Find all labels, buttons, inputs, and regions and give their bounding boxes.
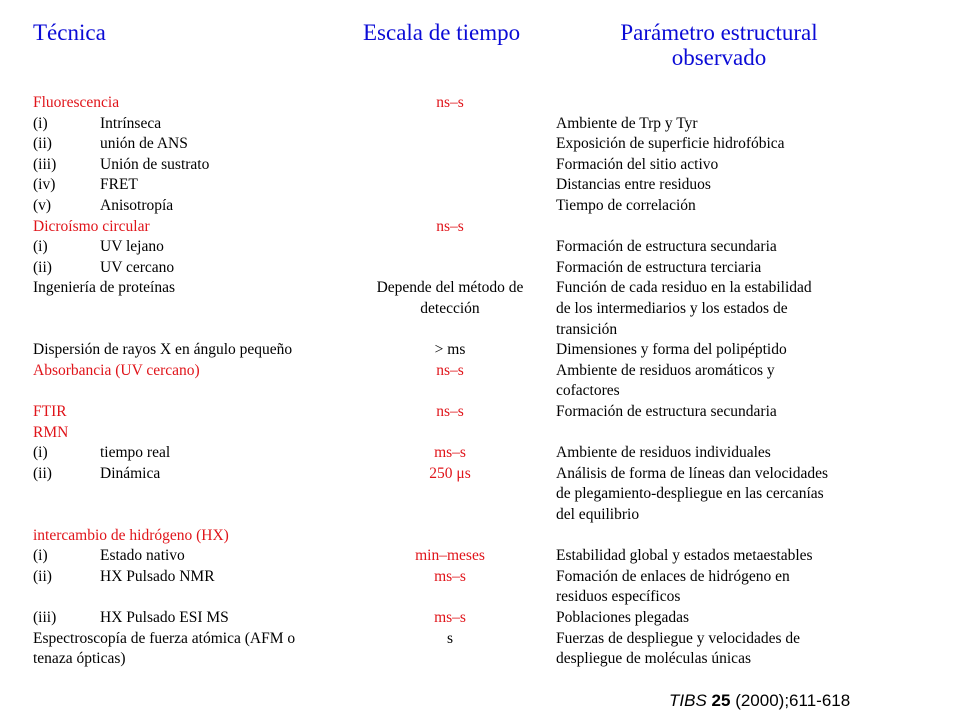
row-parameter: despliegue de moléculas únicas xyxy=(556,650,751,668)
header-parameter-line2: observado xyxy=(671,45,767,70)
table-row xyxy=(0,277,960,298)
section-title: FTIR xyxy=(33,403,67,420)
table-row xyxy=(0,504,960,525)
row-timescale: detección xyxy=(420,300,480,317)
row-parameter: Exposición de superficie hidrofóbica xyxy=(556,135,785,153)
row-timescale: 250 μs xyxy=(429,464,471,482)
row-technique: HX Pulsado NMR xyxy=(100,567,215,585)
header-parameter xyxy=(560,20,878,70)
row-index: (iii) xyxy=(33,609,57,626)
section-title: intercambio de hidrógeno (HX) xyxy=(33,526,229,544)
row-technique: Intrínseca xyxy=(100,114,162,132)
row-parameter: Distancias entre residuos xyxy=(556,176,711,194)
row-parameter: Ambiente de Trp y Tyr xyxy=(556,114,698,132)
row-technique: Dinámica xyxy=(100,464,161,482)
citation-journal: TIBS xyxy=(669,691,707,710)
row-parameter: Fuerzas de despliegue y velocidades de xyxy=(556,629,801,647)
row-index: (ii) xyxy=(33,567,52,585)
table-row xyxy=(0,483,960,504)
header-technique: Técnica xyxy=(33,20,106,45)
table-row xyxy=(0,525,960,546)
row-technique: Estado nativo xyxy=(100,547,185,565)
section-title: Absorbancia (UV cercano) xyxy=(33,361,200,379)
row-parameter: Formación de estructura secundaria xyxy=(556,238,777,256)
row-parameter: Función de cada residuo en la estabilidad xyxy=(556,279,812,297)
table-row xyxy=(0,174,960,195)
row-index: (i) xyxy=(33,547,48,565)
table-row xyxy=(0,648,960,669)
row-technique: Espectroscopía de fuerza atómica (AFM o xyxy=(33,629,296,647)
table-row xyxy=(0,422,960,443)
row-timescale: > ms xyxy=(434,341,466,359)
table-row xyxy=(0,133,960,154)
row-technique: Dispersión de rayos X en ángulo pequeño xyxy=(33,341,293,359)
citation-pages: (2000);611-618 xyxy=(735,691,851,710)
table-row xyxy=(0,607,960,628)
row-technique: unión de ANS xyxy=(100,135,188,153)
row-parameter: del equilibrio xyxy=(556,506,640,523)
header-timescale: Escala de tiempo xyxy=(363,20,521,45)
row-parameter: Fomación de enlaces de hidrógeno en xyxy=(556,567,790,585)
row-technique: HX Pulsado ESI MS xyxy=(100,609,229,626)
table-row xyxy=(0,92,960,113)
row-timescale: s xyxy=(446,629,454,647)
row-parameter: cofactores xyxy=(556,382,620,400)
row-index: (iii) xyxy=(33,155,57,173)
row-timescale: min–meses xyxy=(415,547,485,565)
table-row xyxy=(0,298,960,319)
row-parameter: residuos específicos xyxy=(556,588,681,606)
row-parameter: de plegamiento-despliegue en las cercanías xyxy=(556,485,824,503)
row-parameter: Estabilidad global y estados metaestables xyxy=(556,547,813,565)
row-parameter: Formación del sitio activo xyxy=(556,155,719,173)
table-row xyxy=(0,628,960,649)
table-row xyxy=(0,545,960,566)
row-technique: FRET xyxy=(100,176,138,194)
table-row xyxy=(0,360,960,381)
section-title: Dicroísmo circular xyxy=(33,217,150,235)
row-timescale: Depende del método de xyxy=(376,279,524,297)
row-index: (ii) xyxy=(33,258,52,276)
row-parameter: Ambiente de residuos individuales xyxy=(556,444,771,462)
row-parameter: Formación de estructura secundaria xyxy=(556,403,777,420)
table-row xyxy=(0,401,960,422)
citation xyxy=(669,690,850,712)
table-row xyxy=(0,236,960,257)
section-title: RMN xyxy=(33,423,69,441)
row-index: (i) xyxy=(33,238,48,256)
row-parameter: Poblaciones plegadas xyxy=(556,609,690,626)
row-parameter: Ambiente de residuos aromáticos y xyxy=(556,361,775,379)
table-row xyxy=(0,195,960,216)
table-row xyxy=(0,319,960,340)
row-timescale: ns–s xyxy=(436,94,464,111)
row-index: (v) xyxy=(33,197,52,214)
section-title: Fluorescencia xyxy=(33,94,120,111)
table-row xyxy=(0,380,960,401)
table-row xyxy=(0,113,960,134)
table-row xyxy=(0,442,960,463)
row-parameter: Análisis de forma de líneas dan velocidades xyxy=(556,464,829,482)
header-parameter-line1: Parámetro estructural xyxy=(620,20,818,45)
row-parameter: Dimensiones y forma del polipéptido xyxy=(556,341,787,359)
row-index: (i) xyxy=(33,444,48,462)
table-row xyxy=(0,463,960,484)
row-index: (ii) xyxy=(33,464,52,482)
table-row xyxy=(0,566,960,587)
row-timescale: ms–s xyxy=(434,444,466,462)
row-timescale: ms–s xyxy=(434,567,466,585)
table-row xyxy=(0,586,960,607)
row-technique: UV cercano xyxy=(100,258,175,276)
row-technique: Ingeniería de proteínas xyxy=(33,279,176,297)
table-row xyxy=(0,257,960,278)
row-parameter: transición xyxy=(556,320,618,338)
row-technique: tenaza ópticas) xyxy=(33,650,126,668)
row-timescale: ns–s xyxy=(436,403,464,420)
table-row xyxy=(0,154,960,175)
row-parameter: Tiempo de correlación xyxy=(556,197,696,214)
row-technique: tiempo real xyxy=(100,444,171,462)
row-timescale: ns–s xyxy=(436,361,464,379)
citation-volume: 25 xyxy=(711,691,731,710)
row-timescale: ns–s xyxy=(436,217,464,235)
table-row xyxy=(0,339,960,360)
row-timescale: ms–s xyxy=(434,609,466,626)
row-index: (ii) xyxy=(33,135,52,153)
row-technique: Anisotropía xyxy=(100,197,174,214)
row-parameter: de los intermediarios y los estados de xyxy=(556,300,788,317)
row-index: (iv) xyxy=(33,176,56,194)
row-technique: Unión de sustrato xyxy=(100,155,210,173)
row-parameter: Formación de estructura terciaria xyxy=(556,258,762,276)
row-index: (i) xyxy=(33,114,48,132)
table-row xyxy=(0,216,960,237)
row-technique: UV lejano xyxy=(100,238,164,256)
